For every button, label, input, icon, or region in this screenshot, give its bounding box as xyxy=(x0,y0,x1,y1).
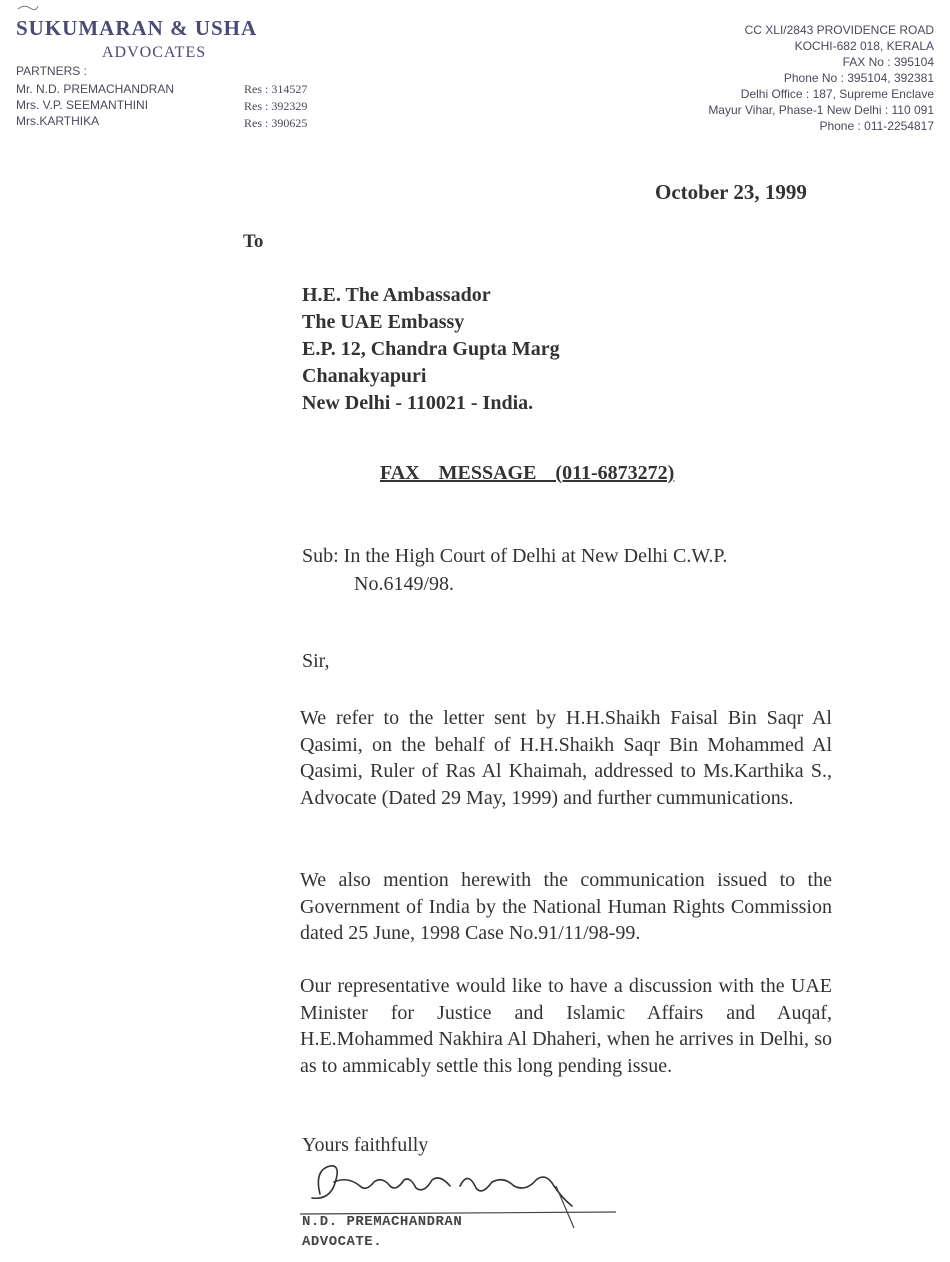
partner-name: Mrs.KARTHIKA xyxy=(16,114,100,128)
signer-name: N.D. PREMACHANDRAN xyxy=(302,1214,463,1230)
recipient-line: E.P. 12, Chandra Gupta Marg xyxy=(302,338,560,360)
recipient-line: H.E. The Ambassador xyxy=(302,284,491,306)
letterhead-mark xyxy=(16,3,40,13)
address-line: CC XLI/2843 PROVIDENCE ROAD xyxy=(744,23,934,37)
subject-text: Sub: In the High Court of Delhi at New Delhi C.W.P. xyxy=(302,545,728,567)
address-line: Mayur Vihar, Phase-1 New Delhi : 110 091 xyxy=(708,103,934,117)
body-paragraph: We refer to the letter sent by H.H.Shaikh Faisal Bin Saqr Al Qasimi, on the behalf of H.H.Shaikh Saqr Bin Mohammed Al Qasimi, Ruler of Ras Al Khaimah, addressed to Ms.Karthika S., Advocate (Dated 29 May, 1999) and further cummunications. xyxy=(300,707,832,809)
body-paragraph: We also mention herewith the communication issued to the Government of India by the National Human Rights Commission dated 25 June, 1998 Case No.91/11/98-99. xyxy=(300,869,832,944)
address-line: KOCHI-682 018, KERALA xyxy=(794,39,934,53)
closing: Yours faithfully xyxy=(302,1134,429,1156)
partner-phones xyxy=(244,81,307,132)
partner-res-phone: Res : 392329 xyxy=(244,99,308,113)
subject-case-number: No.6149/98. xyxy=(354,573,454,595)
address-line: Phone : 011-2254817 xyxy=(819,119,934,133)
signer-block xyxy=(302,1212,462,1252)
body-paragraph: Our representative would like to have a discussion with the UAE Minister for Justice and Islamic Affairs and Auqaf, H.E.Mohammed Nakhira Al Dhaheri, when he arrives in Delhi, so as to ammicably settle this long pending issue. xyxy=(300,975,832,1077)
recipient-line: The UAE Embassy xyxy=(302,311,465,333)
fax-title: FAX MESSAGE (011-6873272) xyxy=(380,462,675,484)
letter-date: October 23, 1999 xyxy=(655,180,807,204)
salutation: Sir, xyxy=(302,650,330,672)
recipient-address xyxy=(302,282,560,417)
address-line: FAX No : 395104 xyxy=(842,55,934,69)
recipient-line: Chanakyapuri xyxy=(302,365,427,387)
firm-subtitle: ADVOCATES xyxy=(102,44,207,61)
partner-name: Mr. N.D. PREMACHANDRAN xyxy=(16,82,175,96)
partner-name: Mrs. V.P. SEEMANTHINI xyxy=(16,98,149,112)
address-line: Delhi Office : 187, Supreme Enclave xyxy=(740,87,934,101)
partner-res-phone: Res : 390625 xyxy=(244,116,308,130)
partners-heading: PARTNERS : xyxy=(16,64,87,78)
subject-line xyxy=(302,542,842,598)
to-label: To xyxy=(243,231,264,252)
signer-title: ADVOCATE. xyxy=(302,1234,383,1250)
recipient-line: New Delhi - 110021 - India. xyxy=(302,392,534,414)
office-address xyxy=(614,22,934,134)
address-line: Phone No : 395104, 392381 xyxy=(783,71,934,85)
partner-names xyxy=(16,81,174,129)
firm-name: SUKUMARAN & USHA xyxy=(16,16,258,40)
partner-res-phone: Res : 314527 xyxy=(244,82,308,96)
